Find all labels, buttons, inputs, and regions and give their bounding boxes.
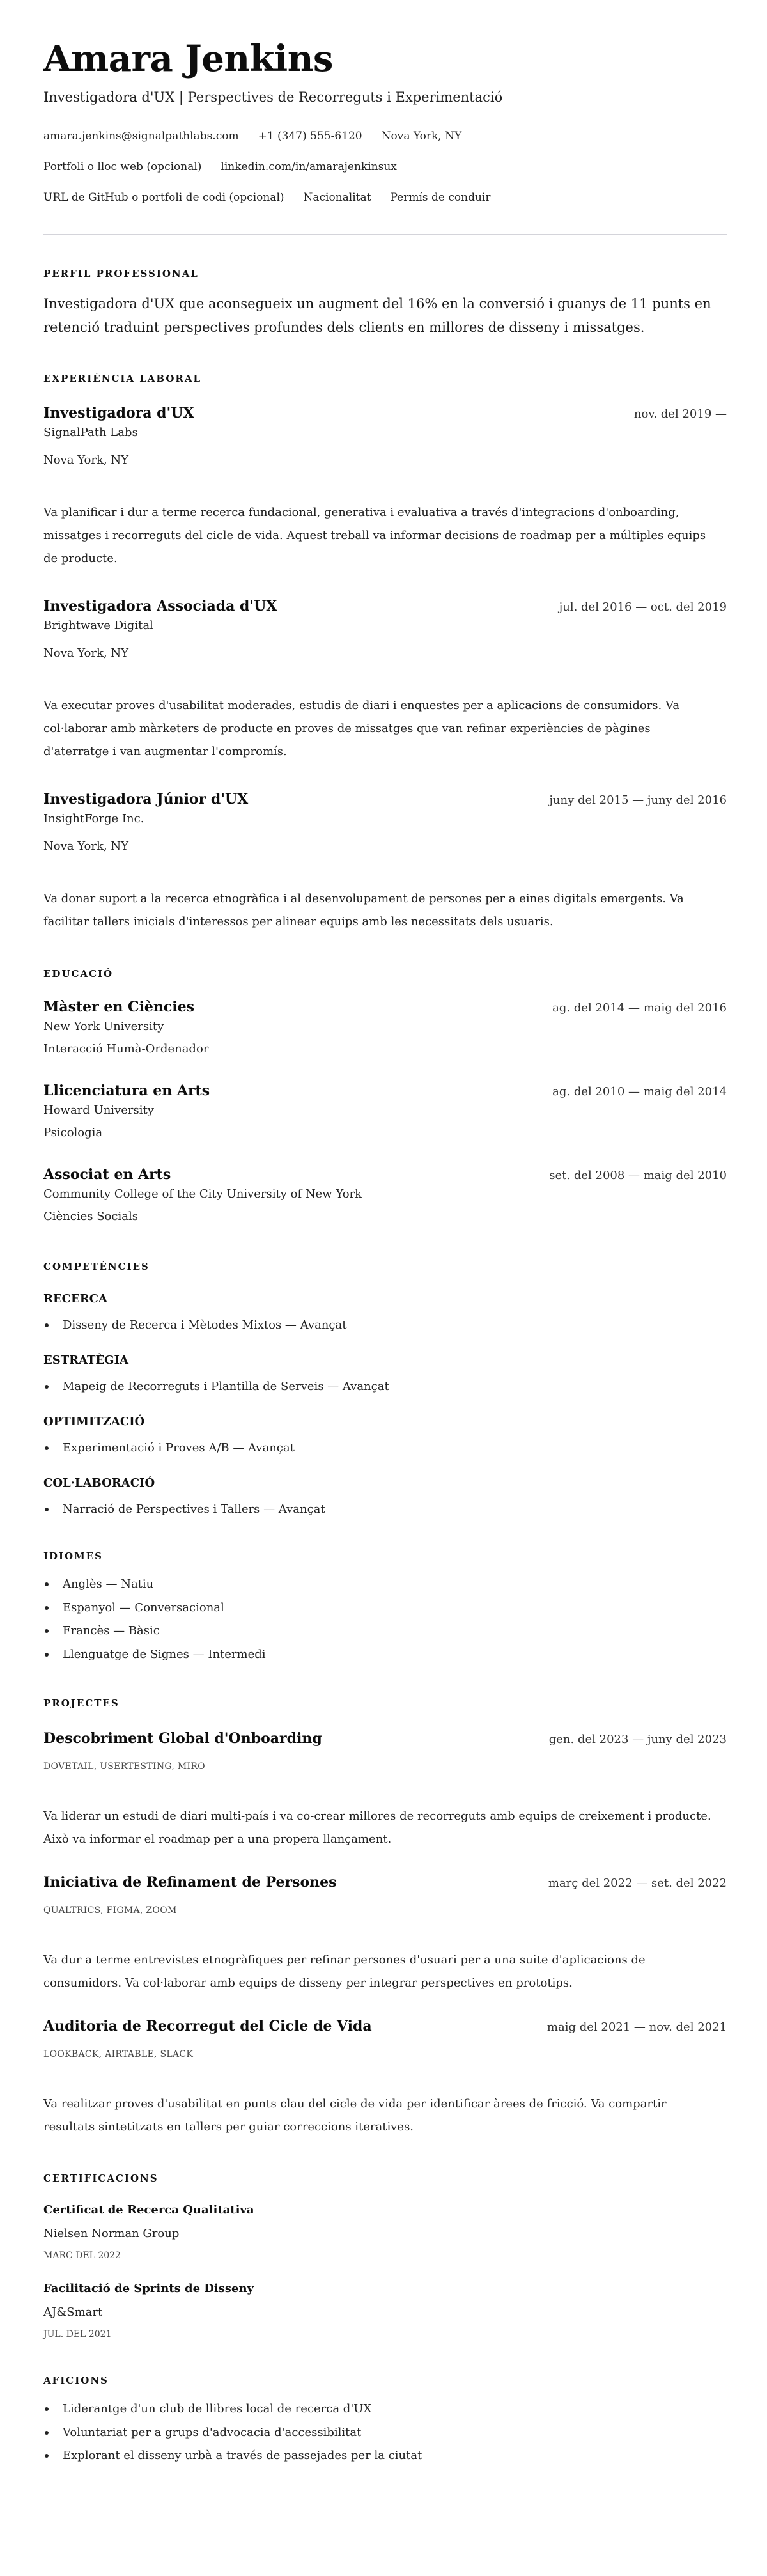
job-location: Nova York, NY	[43, 839, 128, 853]
education-dates: ag. del 2014 — maig del 2016	[552, 1001, 727, 1015]
job-title: Investigadora Associada d'UX	[43, 598, 277, 614]
bullet-icon	[45, 1446, 49, 1450]
driving-license: Permís de conduir	[390, 191, 491, 204]
list-item	[43, 2398, 727, 2421]
company-name: InsightForge Inc.	[43, 812, 144, 825]
degree: Màster en Ciències	[43, 999, 195, 1015]
summary-section	[43, 267, 727, 340]
project-title: Auditoria de Recorregut del Cicle de Vida	[43, 2018, 372, 2034]
education-dates: ag. del 2010 — maig del 2014	[552, 1085, 727, 1098]
list-item	[43, 1316, 727, 1334]
job-header	[43, 597, 727, 617]
bullet-icon	[45, 1606, 49, 1610]
list-item-text: Liderantge d'un club de llibres local de recerca d'UX	[63, 2402, 372, 2416]
project-entry	[43, 2017, 727, 2139]
phone-number: +1 (347) 555-6120	[258, 130, 362, 143]
project-tools: QUALTRICS, FIGMA, ZOOM	[43, 1905, 177, 1916]
contact-row	[43, 152, 727, 182]
list-item	[43, 1439, 727, 1457]
list-item	[43, 2444, 727, 2468]
education-section	[43, 967, 727, 1226]
list-item	[43, 1501, 727, 1518]
skills-section	[43, 1260, 727, 1518]
job-description: Va planificar i dur a terme recerca fundacional, generativa i evaluativa a través d'integracions d'onboarding, missatges i recorreguts del cicle de vida. Aquest treball va informar decisions de roadmap per a múltiples equips de producte.	[43, 506, 706, 565]
list-item-text: Francès — Bàsic	[63, 1624, 160, 1637]
project-header	[43, 1873, 727, 1893]
certification-title: Certificat de Recerca Qualitativa	[43, 2203, 254, 2217]
list-item-text: Explorant el disseny urbà a través de passejades per la ciutat	[63, 2449, 422, 2462]
section-heading: IDIOMES	[43, 1550, 103, 1562]
header-divider	[43, 234, 727, 235]
degree: Llicenciatura en Arts	[43, 1082, 210, 1099]
bullet-icon	[45, 1653, 49, 1657]
candidate-name: Amara Jenkins	[43, 38, 333, 80]
job-dates: jul. del 2016 — oct. del 2019	[559, 600, 727, 614]
job-entry	[43, 597, 727, 763]
certification-issuer: Nielsen Norman Group	[43, 2227, 180, 2240]
skill-list	[43, 1501, 727, 1518]
job-header	[43, 403, 727, 424]
list-item	[43, 1573, 727, 1596]
list-item-text: Experimentació i Proves A/B — Avançat	[63, 1441, 295, 1455]
nationality: Nacionalitat	[303, 191, 371, 204]
job-title: Investigadora Júnior d'UX	[43, 791, 249, 808]
summary-text: Investigadora d'UX que aconsegueix un augment del 16% en la conversió i guanys de 11 punts en retenció traduint perspectives profundes dels clients en millores de disseny i missatges.	[43, 296, 711, 335]
education-entry	[43, 997, 727, 1058]
languages-list	[43, 1573, 727, 1666]
project-title: Descobriment Global d'Onboarding	[43, 1730, 322, 1747]
certification-date: MARÇ DEL 2022	[43, 2251, 121, 2261]
certification-date: JUL. DEL 2021	[43, 2329, 112, 2339]
bullet-icon	[45, 1508, 49, 1511]
certification-issuer: AJ&Smart	[43, 2306, 103, 2319]
job-title: Investigadora d'UX	[43, 405, 194, 421]
job-entry	[43, 403, 727, 570]
project-dates: març del 2022 — set. del 2022	[548, 1877, 727, 1890]
skill-list	[43, 1316, 727, 1334]
education-entry	[43, 1165, 727, 1226]
project-dates: gen. del 2023 — juny del 2023	[548, 1733, 727, 1746]
education-header	[43, 1165, 727, 1185]
list-item-text: Llenguatge de Signes — Intermedi	[63, 1647, 266, 1661]
project-header	[43, 1729, 727, 1749]
education-entry	[43, 1081, 727, 1142]
project-header	[43, 2017, 727, 2037]
project-tools: LOOKBACK, AIRTABLE, SLACK	[43, 2049, 194, 2059]
field-of-study: Psicologia	[43, 1126, 103, 1139]
bullet-icon	[45, 1629, 49, 1633]
project-description: Va dur a terme entrevistes etnogràfiques per refinar persones d'usuari per a una suite d'aplicacions de consumidors. Va col·laborar amb equips de disseny per integrar perspectives en prototips.	[43, 1953, 646, 1990]
project-description: Va liderar un estudi de diari multi-país i va co-crear millores de recorreguts amb equips de creixement i producte. Això va informar el roadmap per a una propera llançament.	[43, 1809, 711, 1846]
list-item-text: Espanyol — Conversacional	[63, 1600, 224, 1614]
bullet-icon	[45, 2454, 49, 2458]
skill-list	[43, 1439, 727, 1457]
linkedin-link[interactable]: linkedin.com/in/amarajenkinsux	[221, 160, 397, 173]
job-description: Va donar suport a la recerca etnogràfica i al desenvolupament de persones per a eines digitals emergents. Va facilitar tallers inicials d'interessos per alinear equips amb les necessitats dels usuaris.	[43, 892, 684, 928]
company-name: Brightwave Digital	[43, 619, 153, 632]
contact-info	[43, 121, 727, 213]
contact-row	[43, 121, 727, 152]
email-link[interactable]: amara.jenkins@signalpathlabs.com	[43, 130, 239, 143]
project-tools: DOVETAIL, USERTESTING, MIRO	[43, 1761, 205, 1772]
certification-entry	[43, 2281, 727, 2341]
education-header	[43, 997, 727, 1018]
list-item-text: Narració de Perspectives i Tallers — Avançat	[63, 1503, 325, 1516]
hobbies-section	[43, 2374, 727, 2468]
certifications-section	[43, 2172, 727, 2341]
bullet-icon	[45, 2407, 49, 2411]
list-item	[43, 1378, 727, 1396]
projects-section	[43, 1697, 727, 2139]
portfolio-link[interactable]: Portfoli o lloc web (opcional)	[43, 160, 202, 173]
bullet-icon	[45, 1582, 49, 1586]
bullet-icon	[45, 1323, 49, 1327]
languages-section	[43, 1550, 727, 1666]
job-entry	[43, 790, 727, 933]
list-item	[43, 2421, 727, 2445]
job-dates: juny del 2015 — juny del 2016	[549, 793, 727, 807]
company-name: SignalPath Labs	[43, 426, 138, 439]
certification-entry	[43, 2202, 727, 2262]
list-item-text: Mapeig de Recorreguts i Plantilla de Serveis — Avançat	[63, 1380, 389, 1393]
project-title: Iniciativa de Refinament de Persones	[43, 1874, 337, 1891]
education-header	[43, 1081, 727, 1102]
school-name: New York University	[43, 1020, 164, 1033]
experience-section	[43, 372, 727, 933]
project-entry	[43, 1873, 727, 1995]
section-heading: PROJECTES	[43, 1698, 120, 1709]
field-of-study: Interacció Humà-Ordenador	[43, 1042, 209, 1056]
certification-title: Facilitació de Sprints de Disseny	[43, 2282, 254, 2295]
project-entry	[43, 1729, 727, 1851]
project-description: Va realitzar proves d'usabilitat en punts clau del cicle de vida per identificar àrees de fricció. Va compartir resultats sintetitzats en tallers per guiar correccions iteratives.	[43, 2097, 667, 2134]
skill-category: OPTIMITZACIÓ	[43, 1415, 145, 1428]
job-description: Va executar proves d'usabilitat moderades, estudis de diari i enquestes per a aplicacions de consumidors. Va col·laborar amb màrketers de producte en proves de missatges que van refinar experiències de pàgines d'aterratge i van augmentar l'compromís.	[43, 699, 680, 758]
job-location: Nova York, NY	[43, 646, 128, 660]
bullet-icon	[45, 1385, 49, 1389]
school-name: Community College of the City University of New York	[43, 1187, 362, 1201]
list-item-text: Anglès — Natiu	[63, 1577, 154, 1591]
contact-row	[43, 182, 727, 213]
section-heading: CERTIFICACIONS	[43, 2173, 159, 2184]
bullet-icon	[45, 2431, 49, 2435]
job-header	[43, 790, 727, 810]
list-item-text: Voluntariat per a grups d'advocacia d'accessibilitat	[63, 2425, 362, 2439]
school-name: Howard University	[43, 1104, 154, 1117]
skill-list	[43, 1378, 727, 1396]
list-item	[43, 1643, 727, 1667]
skill-category: ESTRATÈGIA	[43, 1354, 128, 1367]
education-dates: set. del 2008 — maig del 2010	[549, 1169, 727, 1182]
field-of-study: Ciències Socials	[43, 1210, 138, 1223]
location: Nova York, NY	[381, 130, 462, 143]
degree: Associat en Arts	[43, 1166, 171, 1183]
list-item-text: Disseny de Recerca i Mètodes Mixtos — Avançat	[63, 1318, 347, 1332]
skill-category: COL·LABORACIÓ	[43, 1476, 155, 1490]
headline: Investigadora d'UX | Perspectives de Recorreguts i Experimentació	[43, 90, 503, 105]
section-heading: EDUCACIÓ	[43, 968, 114, 980]
section-heading: COMPETÈNCIES	[43, 1261, 150, 1272]
project-dates: maig del 2021 — nov. del 2021	[546, 2020, 727, 2034]
section-heading: PERFIL PROFESSIONAL	[43, 268, 199, 279]
job-location: Nova York, NY	[43, 453, 128, 467]
skill-category: RECERCA	[43, 1292, 107, 1306]
hobbies-list	[43, 2398, 727, 2468]
list-item	[43, 1596, 727, 1620]
job-dates: nov. del 2019 —	[633, 407, 727, 421]
list-item	[43, 1620, 727, 1643]
github-link[interactable]: URL de GitHub o portfoli de codi (opcional)	[43, 191, 284, 204]
section-heading: EXPERIÈNCIA LABORAL	[43, 373, 202, 384]
section-heading: AFICIONS	[43, 2375, 109, 2386]
